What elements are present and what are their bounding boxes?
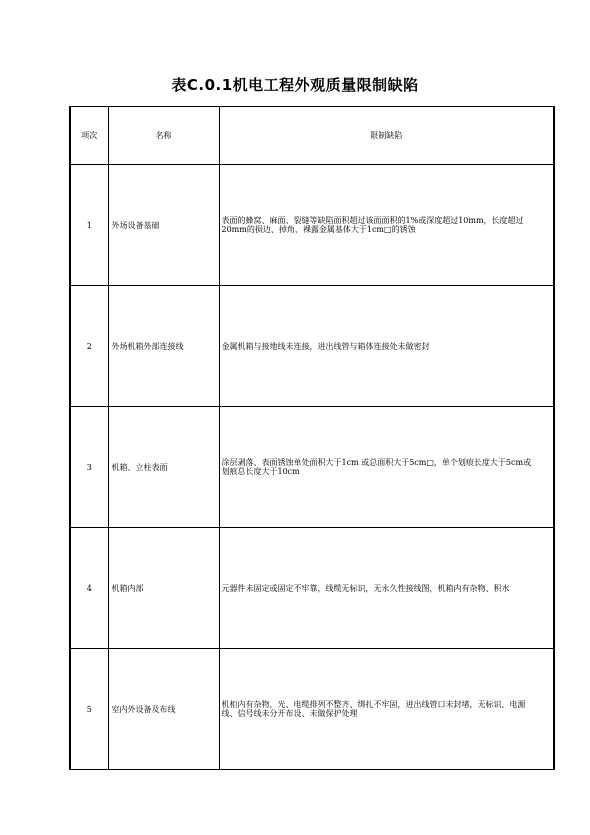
row-index: 2 <box>70 286 108 407</box>
table-row <box>70 286 554 407</box>
header-name: 名称 <box>108 107 219 165</box>
table-row <box>70 407 554 528</box>
row-defect: 金属机箱与接地线未连接，进出线管与箱体连接处未做密封 <box>219 286 554 407</box>
row-index: 5 <box>70 649 108 770</box>
row-index: 1 <box>70 165 108 286</box>
table-row <box>70 528 554 649</box>
header-index: 项次 <box>70 107 108 165</box>
defects-table <box>69 106 555 770</box>
row-defect: 机柜内有杂物，光、电缆排列不整齐、绑扎不牢固，进出线管口未封堵，无标识，电源线、信号线未分开布设、未做保护处理 <box>219 649 554 770</box>
header-defect: 限制缺陷 <box>219 107 554 165</box>
row-defect: 涂层剥落、表面锈蚀单处面积大于1cm 或总面积大于5cm□，单个划痕长度大于5cm或划痕总长度大于10cm <box>219 407 554 528</box>
row-index: 3 <box>70 407 108 528</box>
row-defect: 元器件未固定或固定不牢靠，线缆无标识，无永久性接线图，机箱内有杂物、积水 <box>219 528 554 649</box>
table-row <box>70 165 554 286</box>
row-defect: 表面的蜂窝、麻面、裂缝等缺陷面积超过该面面积的1%或深度超过10mm，长度超过20mm的损边、掉角，裸露金属基体大于1cm□的锈蚀 <box>219 165 554 286</box>
row-name: 外场机箱外部连接线 <box>108 286 219 407</box>
table-row <box>70 649 554 770</box>
row-name: 机箱内部 <box>108 528 219 649</box>
row-name: 室内外设备及布线 <box>108 649 219 770</box>
table-title: 表C.0.1机电工程外观质量限制缺陷 <box>171 76 419 94</box>
table-header-row <box>70 107 554 165</box>
row-name: 外场设备基础 <box>108 165 219 286</box>
row-index: 4 <box>70 528 108 649</box>
row-name: 机箱、立柱表面 <box>108 407 219 528</box>
